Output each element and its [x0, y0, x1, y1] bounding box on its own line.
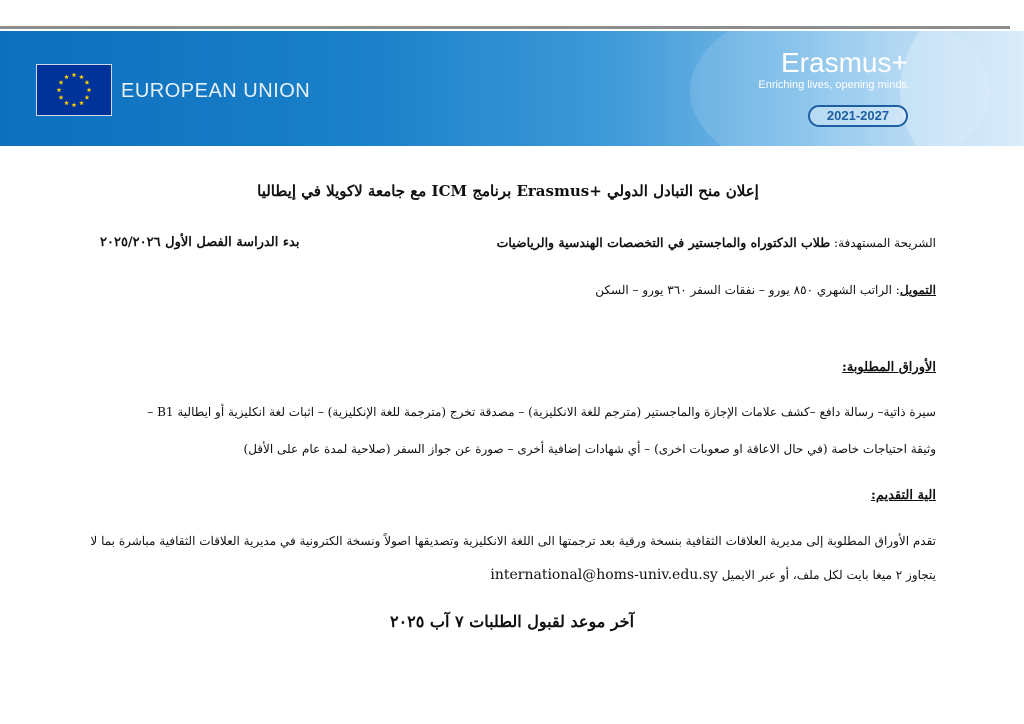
target-value: طلاب الدكتوراه والماجستير في التخصصات الهندسية والرياضيات — [496, 235, 831, 250]
eu-star-icon — [57, 87, 62, 92]
eu-star-icon — [59, 95, 64, 100]
eu-flag-icon — [36, 64, 112, 116]
documents-line: سيرة ذاتية– رسالة دافع –كشف علامات الإجازة والماجستير (مترجم للغة الانكليزية) – مصدقة تخرج (مترجمة للغة الإنكليزية) – اثبات لغة انكليزية أو ايطالية B1 – — [147, 405, 936, 419]
banner-decoration — [900, 31, 1024, 146]
eu-stars-icon — [37, 65, 111, 115]
apply-line-text: يتجاوز ٢ ميغا بايت لكل ملف، أو عبر الايميل — [721, 568, 936, 582]
program-years-badge: 2021-2027 — [808, 105, 908, 127]
erasmus-tagline: Enriching lives, opening minds. — [758, 79, 910, 91]
announcement-title: إعلان منح التبادل الدولي +Erasmus برنامج ICM مع جامعة لاكويلا في إيطاليا — [257, 182, 759, 200]
erasmus-banner — [0, 31, 1024, 146]
eu-star-icon — [79, 100, 84, 105]
eu-star-icon — [85, 95, 90, 100]
deadline: آخر موعد لقبول الطلبات ٧ آب ٢٠٢٥ — [389, 612, 635, 631]
documents-heading: الأوراق المطلوبة: — [842, 360, 936, 375]
eu-label: EUROPEAN UNION — [121, 80, 311, 102]
eu-star-icon — [59, 80, 64, 85]
funding-label: التمويل — [899, 283, 936, 297]
eu-star-icon — [87, 87, 92, 92]
funding-value: : الراتب الشهري ٨٥٠ يورو – نفقات السفر ٣٦٠ يورو – السكن — [595, 283, 900, 297]
top-divider — [0, 26, 1010, 29]
eu-star-icon — [64, 100, 69, 105]
apply-line: تقدم الأوراق المطلوبة إلى مديرية العلاقات الثقافية بنسخة ورقية بعد ترجمتها الى اللغة الانكليزية وتصديقها اصولاً ونسخة الكترونية في مديرية العلاقات الثقافية مباشرة بما لا — [90, 534, 936, 548]
funding — [595, 283, 936, 297]
apply-line — [490, 567, 936, 583]
target-audience — [497, 235, 936, 250]
target-label: الشريحة المستهدفة: — [834, 236, 936, 250]
erasmus-logo: Erasmus+ — [781, 47, 908, 78]
eu-star-icon — [79, 74, 84, 79]
eu-star-icon — [85, 80, 90, 85]
documents-line: وثيقة احتياجات خاصة (في حال الاعاقة او صعوبات اخرى) – أي شهادات إضافية أخرى – صورة عن جواز السفر (صلاحية لمدة عام على الأقل) — [243, 442, 936, 456]
email-link[interactable]: international@homs-univ.edu.sy — [490, 567, 718, 583]
study-start: بدء الدراسة الفصل الأول ٢٠٢٥/٢٠٢٦ — [100, 235, 300, 250]
apply-heading: الية التقديم: — [871, 488, 936, 503]
eu-star-icon — [64, 74, 69, 79]
eu-star-icon — [72, 102, 77, 107]
eu-star-icon — [72, 72, 77, 77]
